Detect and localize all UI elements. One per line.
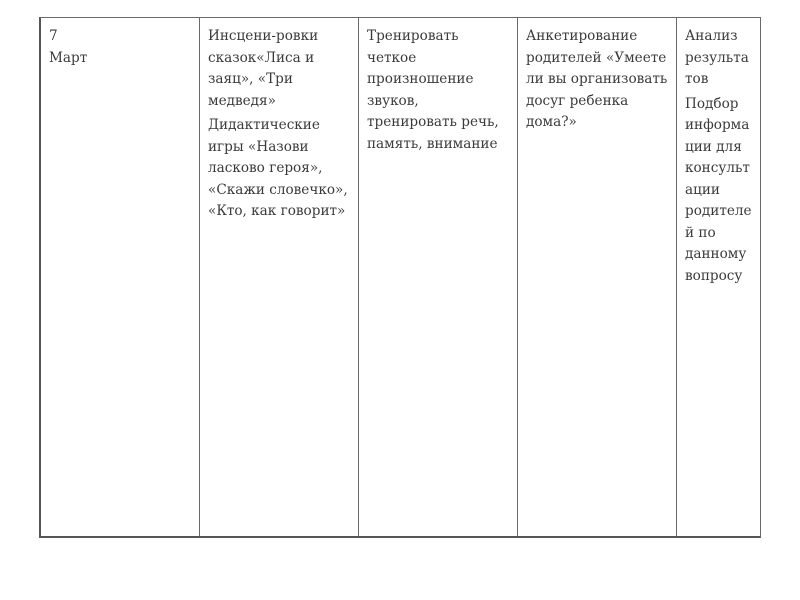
results-info-selection: Подбор информации для консультации родителей по данному вопросу <box>685 95 752 284</box>
cell-results <box>677 18 761 536</box>
cell-month <box>41 18 200 536</box>
activity-dramatization: Инсцени-ровки сказок«Лиса и заяц», «Три медведя» <box>208 28 319 109</box>
cell-activities <box>200 18 359 536</box>
cell-goals <box>359 18 518 536</box>
cell-parents-work <box>518 18 677 536</box>
plan-table-grid <box>41 18 760 536</box>
row-number: 7 <box>49 28 58 44</box>
month-label: Март <box>49 49 88 66</box>
plan-table <box>39 17 761 538</box>
results-analysis: Анализ результатов <box>685 28 749 87</box>
table-row <box>41 18 760 536</box>
activity-didactic-games: Дидактические игры «Назови ласково героя», «Скажи словечко», «Кто, как говорит» <box>208 117 348 219</box>
parents-survey-text: Анкетирование родителей «Умеете ли вы организовать досуг ребенка дома?» <box>526 28 668 130</box>
goals-text: Тренировать четкое произношение звуков, тренировать речь, память, внимание <box>367 28 499 152</box>
